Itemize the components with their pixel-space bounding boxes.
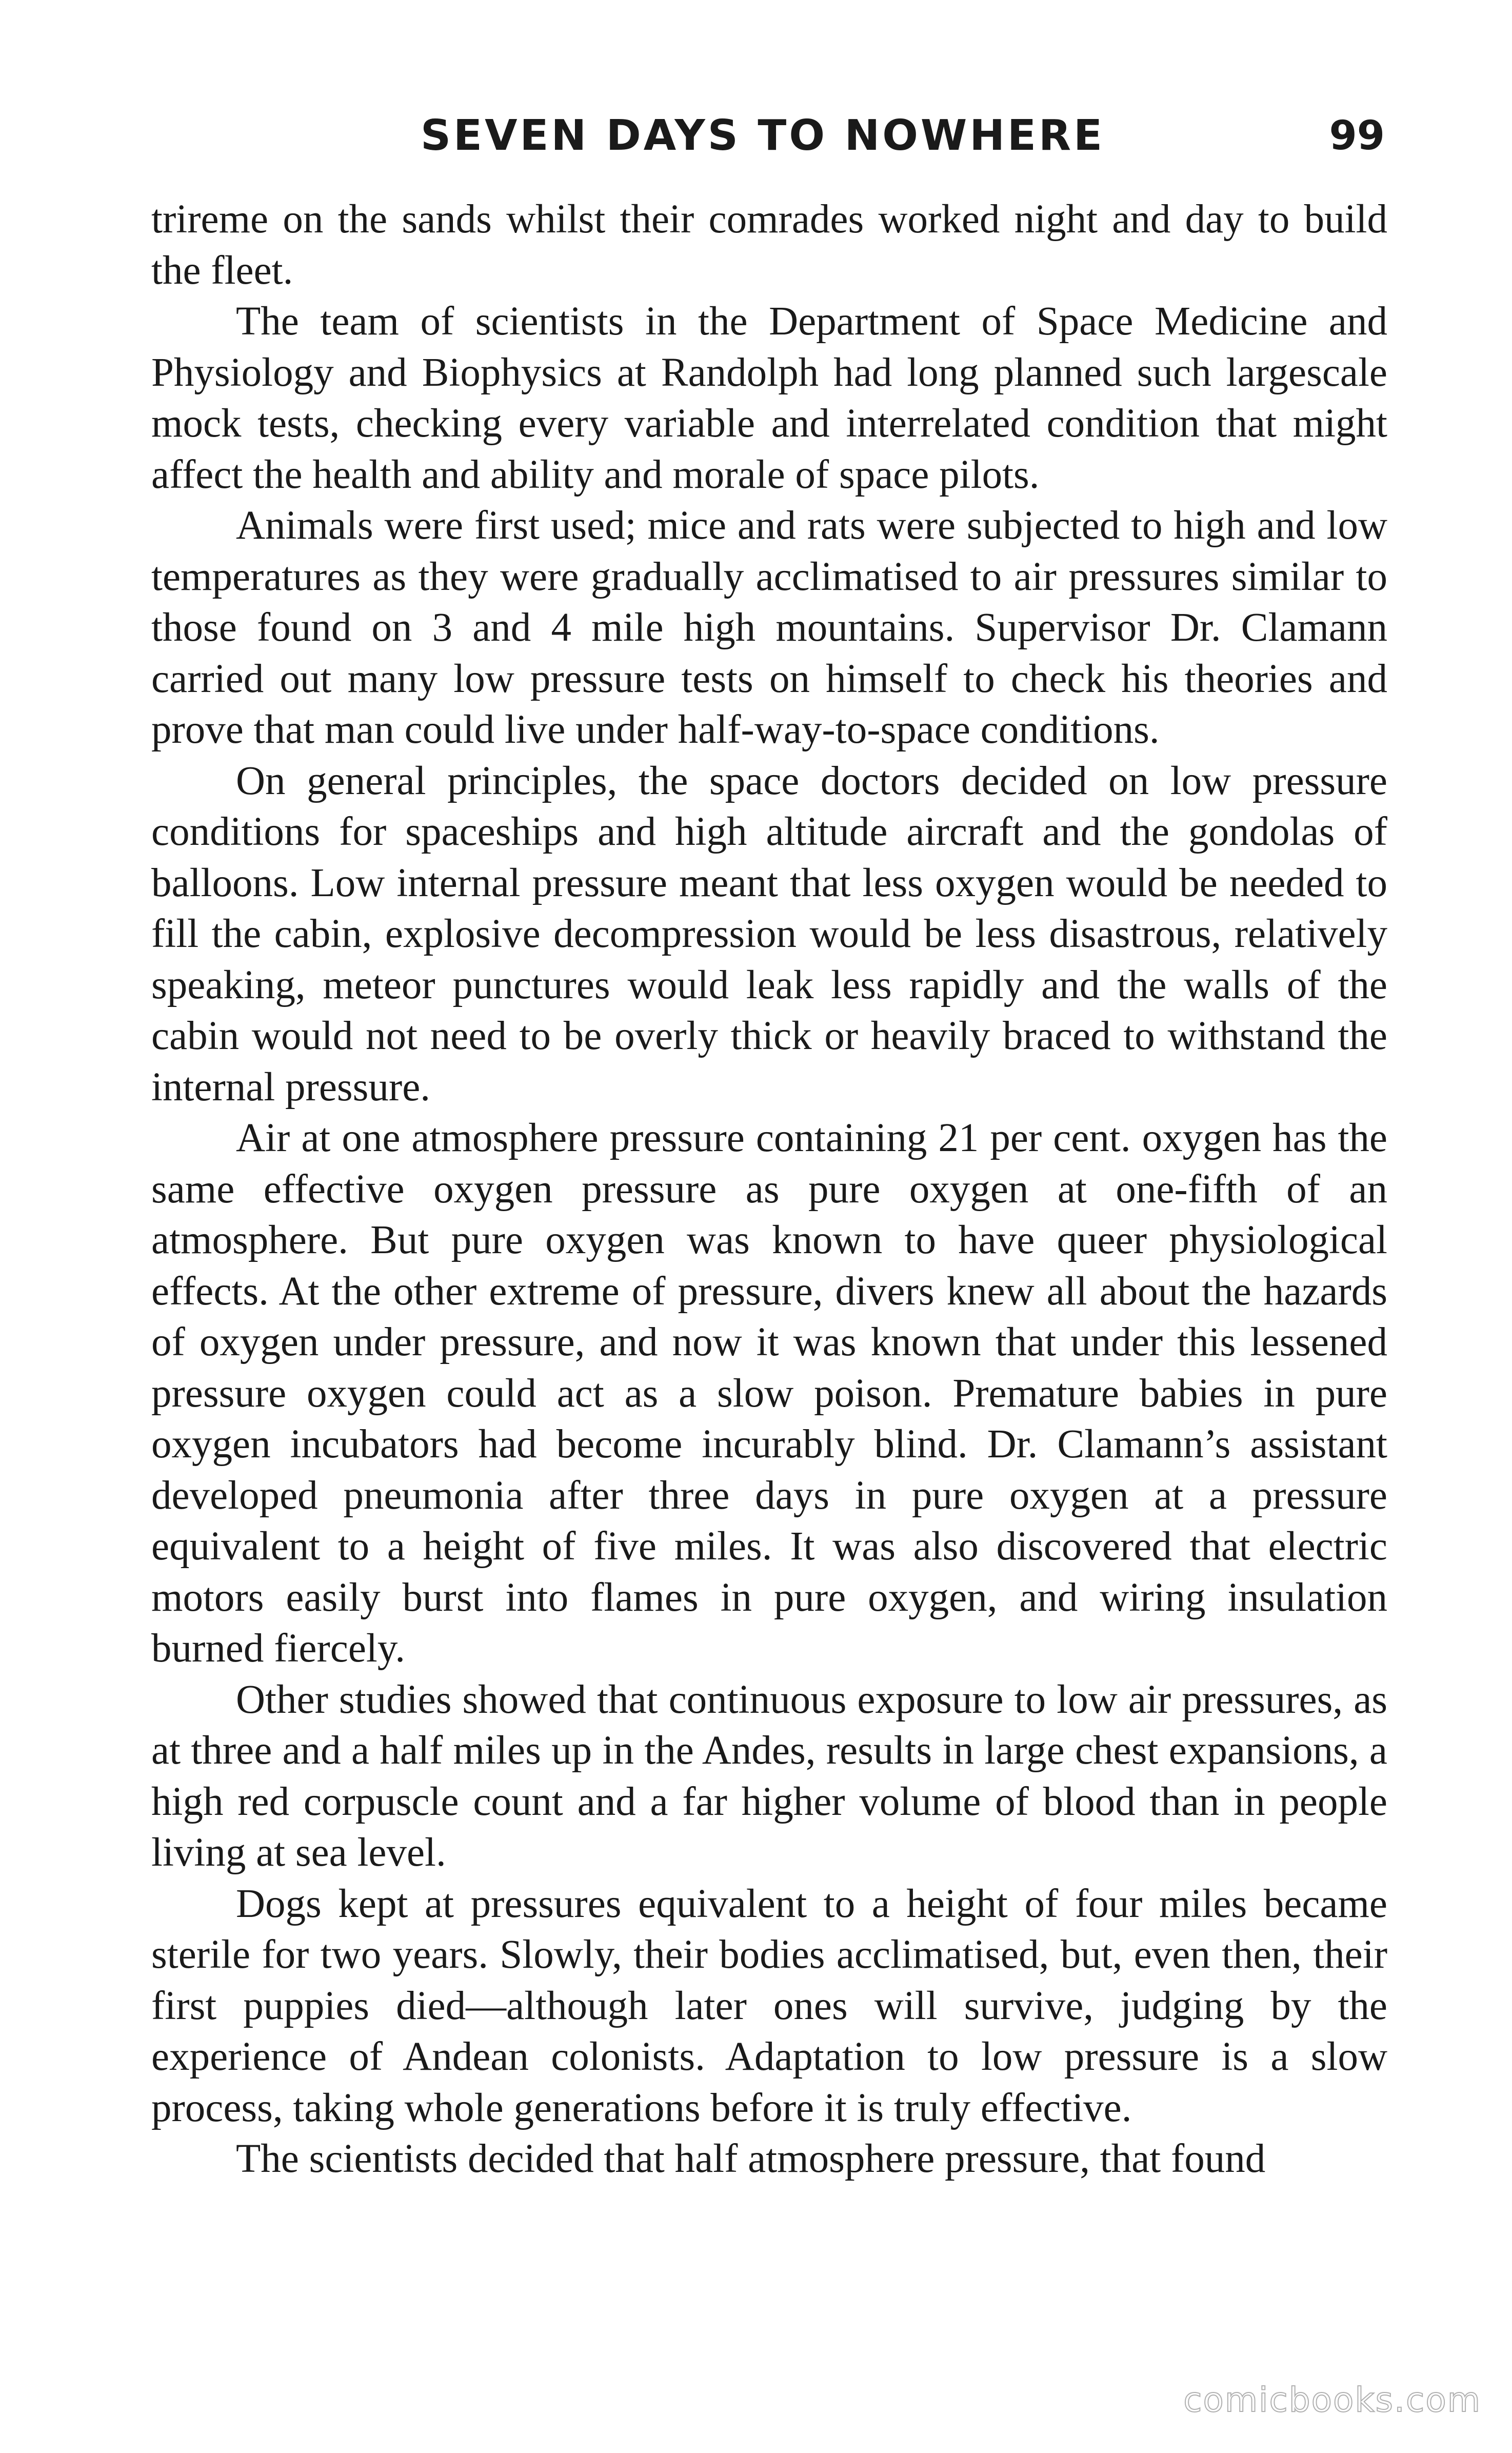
- paragraph: Air at one atmosphere pressure containing 21 per cent. oxygen has the same effective oxygen pressure as pure oxygen at one-fifth of an atmosphere. But pure oxygen was known to have queer physiological effects. At the other extreme of pressure, divers knew all about the hazards of oxygen under pressure, and now it was known that under this lessened pressure oxygen could act as a slow poison. Premature babies in pure oxygen incubators had become incurably blind. Dr. Clamann’s assistant developed pneumonia after three days in pure oxygen at a pressure equivalent to a height of five miles. It was also discovered that electric motors easily burst into flames in pure oxygen, and wiring insulation burned fiercely.: [151, 1116, 1387, 1671]
- page-number: 99: [1329, 113, 1385, 159]
- paragraph-continued: trireme on the sands whilst their comrades worked night and day to build the fleet.: [151, 197, 1387, 293]
- paragraph: Animals were first used; mice and rats were subjected to high and low temperatures as they were gradually acclimatised to air pressures similar to those found on 3 and 4 mile high mountains. Supervisor Dr. Clamann carried out many low pressure tests on himself to check his theories and prove that man could live under half-way-to-space conditions.: [151, 503, 1387, 752]
- paragraph: Dogs kept at pressures equivalent to a height of four miles became sterile for two years. Slowly, their bodies acclimatised, but, even then, their first puppies died—although later ones will survive, judging by the experience of Andean colonists. Adaptation to low pressure is a slow process, taking whole generations before it is truly effective.: [151, 1881, 1387, 2130]
- running-title: SEVEN DAYS TO NOWHERE: [421, 111, 1105, 160]
- running-head: [154, 105, 1385, 167]
- paragraph: On general principles, the space doctors decided on low pressure conditions for spaceships and high altitude aircraft and the gondolas of balloons. Low internal pressure meant that less oxygen would be needed to fill the cabin, explosive decompression would be less disastrous, relatively speaking, meteor punctures would leak less rapidly and the walls of the cabin would not need to be overly thick or heavily braced to withstand the internal pressure.: [151, 758, 1387, 1110]
- paragraph: The team of scientists in the Department of Space Medicine and Physiology and Biophysics at Randolph had long planned such largescale mock tests, checking every variable and interrelated condition that might affect the health and ability and morale of space pilots.: [151, 299, 1387, 497]
- body-text: [151, 194, 1387, 2185]
- paragraph: Other studies showed that continuous exposure to low air pressures, as at three and a half miles up in the Andes, results in large chest expansions, a high red corpuscle count and a far higher volume of blood than in people living at sea level.: [151, 1677, 1387, 1875]
- watermark: comicbooks.com: [1183, 2380, 1481, 2420]
- paragraph: The scientists decided that half atmosphere pressure, that found: [236, 2137, 1266, 2181]
